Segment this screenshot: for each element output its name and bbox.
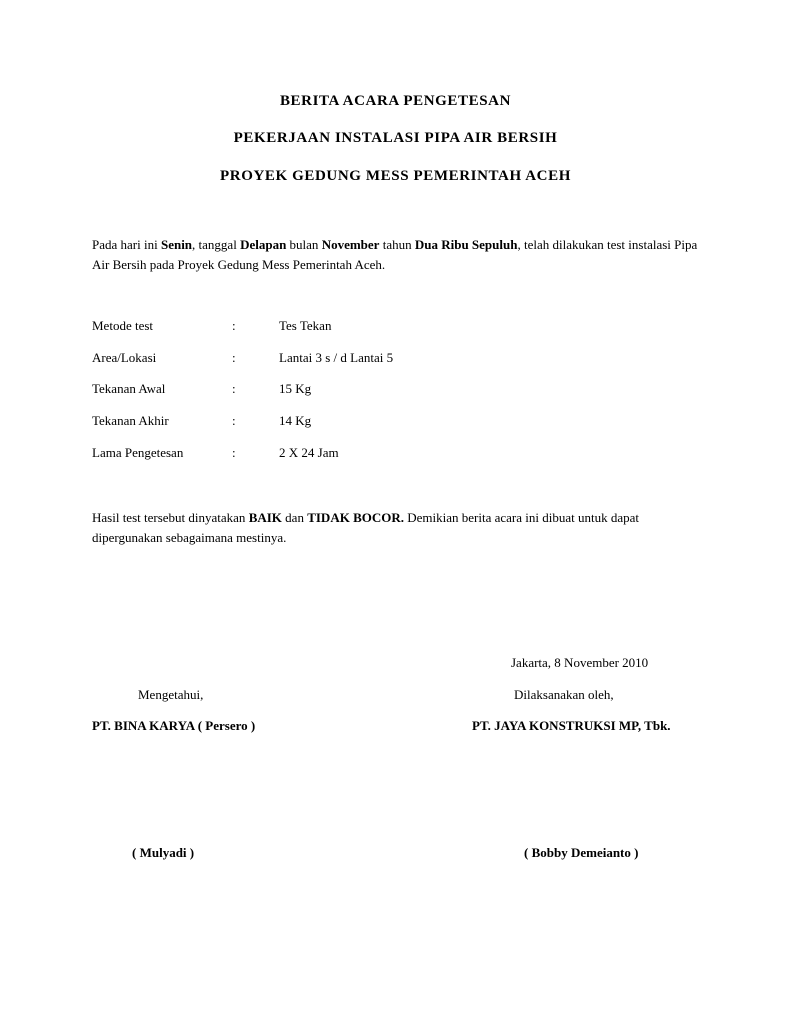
detail-colon: : <box>232 445 236 460</box>
result-status-good: BAIK <box>248 510 282 525</box>
intro-day: Senin <box>160 237 193 252</box>
left-signatory-role: Mengetahui, <box>138 687 204 702</box>
place-date: Jakarta, 8 November 2010 <box>511 655 649 670</box>
detail-row-final-pressure <box>92 413 492 431</box>
result-text-3: Demikian berita acara ini dibuat untuk dapat dipergunakan sebagaimana mestinya. <box>92 510 639 545</box>
intro-paragraph <box>92 235 702 275</box>
detail-label: Tekanan Akhir <box>92 413 169 428</box>
left-signatory-name: ( Mulyadi ) <box>132 845 195 860</box>
intro-year: Dua Ribu Sepuluh <box>414 237 518 252</box>
left-signatory-company: PT. BINA KARYA ( Persero ) <box>92 718 256 733</box>
detail-value: 14 Kg <box>279 413 312 428</box>
document-title: BERITA ACARA PENGETESAN <box>279 93 512 109</box>
detail-value: Lantai 3 s / d Lantai 5 <box>279 350 394 365</box>
result-text-1: Hasil test tersebut dinyatakan <box>92 510 249 525</box>
right-signatory-name: ( Bobby Demeianto ) <box>524 845 639 860</box>
detail-colon: : <box>232 381 236 396</box>
intro-text-3: bulan <box>286 237 322 252</box>
detail-row-method <box>92 318 492 336</box>
detail-value: Tes Tekan <box>279 318 332 333</box>
detail-value: 15 Kg <box>279 381 312 396</box>
intro-text-4: tahun <box>379 237 415 252</box>
result-status-no-leak: TIDAK BOCOR. <box>307 510 404 525</box>
detail-value: 2 X 24 Jam <box>279 445 339 460</box>
result-text-2: dan <box>281 510 308 525</box>
detail-row-initial-pressure <box>92 381 492 399</box>
detail-label: Area/Lokasi <box>92 350 157 365</box>
detail-label: Metode test <box>92 318 154 333</box>
intro-text-5: , telah dilakukan test instalasi Pipa Air Bersih pada Proyek Gedung Mess Pemerintah Aceh. <box>92 237 698 272</box>
intro-text-2: , tanggal <box>192 237 241 252</box>
detail-colon: : <box>232 318 236 333</box>
document-subtitle-project: PROYEK GEDUNG MESS PEMERINTAH ACEH <box>220 168 571 184</box>
right-signatory-company: PT. JAYA KONSTRUKSI MP, Tbk. <box>472 718 671 733</box>
result-paragraph <box>92 508 702 548</box>
detail-row-location <box>92 350 492 368</box>
intro-text-1: Pada hari ini <box>92 237 161 252</box>
detail-label: Lama Pengetesan <box>92 445 184 460</box>
intro-month: November <box>321 237 380 252</box>
intro-date: Delapan <box>240 237 287 252</box>
document-subtitle-work: PEKERJAAN INSTALASI PIPA AIR BERSIH <box>233 130 558 146</box>
detail-label: Tekanan Awal <box>92 381 166 396</box>
detail-colon: : <box>232 350 236 365</box>
detail-row-duration <box>92 445 492 463</box>
detail-colon: : <box>232 413 236 428</box>
right-signatory-role: Dilaksanakan oleh, <box>514 687 614 702</box>
